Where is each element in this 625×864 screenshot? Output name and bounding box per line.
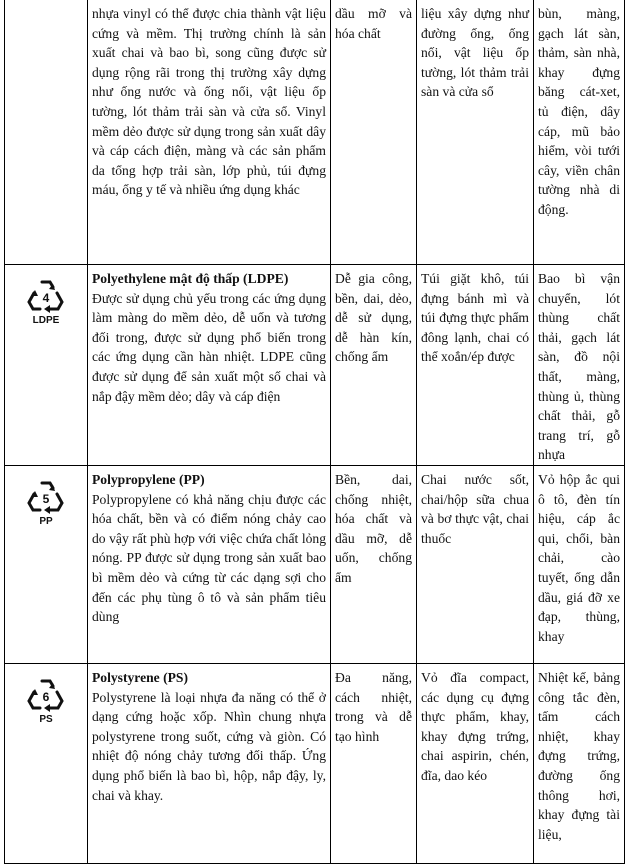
description-cell bbox=[88, 265, 331, 466]
recycled-products-cell: bùn, màng, gạch lát sàn, thảm, sàn nhà, khay đựng băng cát-xet, tủ điện, dây cáp, mũ bảo hiểm, vòi tưới cây, viền chân tường nhà di động. bbox=[534, 0, 625, 265]
properties-cell: Bền, dai, chống nhiệt, hóa chất và dầu mỡ, dễ uốn, chống ẩm bbox=[331, 465, 417, 663]
recycled-products-cell: Vỏ hộp ắc qui ô tô, đèn tín hiệu, cáp ắc qui, chổi, bàn chải, cào tuyết, ống dẫn dầu, giá đỡ xe đạp, thùng, khay bbox=[534, 465, 625, 663]
plastic-description: Polypropylene có khả năng chịu được các hóa chất, bền và có điểm nóng chảy cao do vậy rất phù hợp với việc chứa chất lỏng nóng. PP được sử dụng trong sản xuất bao bì mềm dẻo và cứng từ các dạng sợi cho đến các phụ tùng ô tô và sản phẩm tiêu dùng bbox=[92, 491, 326, 625]
resin-abbreviation: PP bbox=[39, 515, 53, 527]
properties-cell: Dễ gia công, bền, dai, dẻo, dễ sử dụng, dễ hàn kín, chống ẩm bbox=[331, 265, 417, 466]
recycle-symbol-cell bbox=[5, 465, 88, 663]
packaging-cell: Chai nước sốt, chai/hộp sữa chua và bơ thực vật, chai thuốc bbox=[417, 465, 534, 663]
resin-code-number: 4 bbox=[42, 291, 50, 305]
packaging-cell: liệu xây dựng như đường ống, ống nối, vật liệu ốp tường, lót thảm trải sàn và cửa sổ bbox=[417, 0, 534, 265]
description-cell bbox=[88, 663, 331, 863]
recycle-symbol-cell bbox=[5, 0, 88, 265]
plastic-title: Polyethylene mật độ thấp (LDPE) bbox=[92, 271, 289, 286]
packaging-cell: Vỏ đĩa compact, các dụng cụ đựng thực phẩm, khay, khay đựng trứng, chai aspirin, chén, đĩa, dao kéo bbox=[417, 663, 534, 863]
recycle-triangle-icon bbox=[26, 478, 66, 516]
properties-cell: dầu mỡ và hóa chất bbox=[331, 0, 417, 265]
resin-abbreviation: LDPE bbox=[32, 315, 60, 326]
plastics-table bbox=[4, 0, 625, 864]
plastic-title: Polystyrene (PS) bbox=[92, 669, 189, 685]
plastic-description: Polystyrene là loại nhựa đa năng có thể ở dạng cứng hoặc xốp. Nhìn chung nhựa polystyrene trong suốt, cứng và giòn. Có nhiệt độ nóng chảy tương đối thấp. Ứng dụng phổ biến là bao bì, hộp, nắp đậy, ly, chai và khay. bbox=[92, 689, 326, 803]
packaging-cell: Túi giặt khô, túi đựng bánh mì và túi đựng thực phẩm đông lạnh, chai có thể xoắn/ép được bbox=[417, 265, 534, 466]
recycle-symbol-cell bbox=[5, 663, 88, 863]
properties-cell: Đa năng, cách nhiệt, trong và dễ tạo hình bbox=[331, 663, 417, 863]
recycle-symbol-cell bbox=[5, 265, 88, 466]
description-cell bbox=[88, 0, 331, 265]
plastic-description: Được sử dụng chủ yếu trong các ứng dụng làm màng do mềm dẻo, dễ uốn và tương đối trong, được sử dụng phổ biến trong các ứng dụng cần hàn nhiệt. LDPE cũng được sử dụng để sản xuất một số chai và nắp đậy mềm dẻo; dây và cáp điện bbox=[92, 290, 326, 404]
resin-abbreviation: PS bbox=[39, 713, 53, 725]
recycled-products-cell: Bao bì vận chuyển, lót thùng chất thải, gạch lát sàn, đồ nội thất, màng, thùng ủ, thùng chất thải, gỗ trang trí, gỗ nhựa bbox=[534, 265, 625, 466]
resin-code-number: 5 bbox=[42, 491, 50, 506]
recycled-products-cell: Nhiệt kế, bảng công tắc đèn, tấm cách nhiệt, khay đựng trứng, đường ống thông hơi, khay đựng tài liệu, bbox=[534, 663, 625, 863]
table-row bbox=[5, 265, 625, 466]
recycle-triangle-icon bbox=[26, 676, 66, 714]
plastic-title: Polypropylene (PP) bbox=[92, 471, 205, 487]
table-row bbox=[5, 0, 625, 265]
recycle-triangle-icon bbox=[26, 277, 66, 315]
plastic-description: nhựa vinyl có thể được chia thành vật liệu cứng và mềm. Thị trường chính là sản xuất chai và bao bì, song cũng được sử dụng rộng rãi trong thị trường xây dựng như ống nước và ống nối, vật liệu ốp tường, lót thảm trải sàn và cửa sổ. Vinyl mềm dẻo được sử dụng trong sản xuất dây và cáp cách điện, màng và các sản phẩm da tổng hợp trải sàn, lớp phủ, túi đựng máu, ống y tế và nhiều ứng dụng khác bbox=[92, 6, 326, 198]
table-row bbox=[5, 465, 625, 663]
description-cell bbox=[88, 465, 331, 663]
resin-code-number: 6 bbox=[42, 689, 50, 704]
table-row bbox=[5, 663, 625, 863]
